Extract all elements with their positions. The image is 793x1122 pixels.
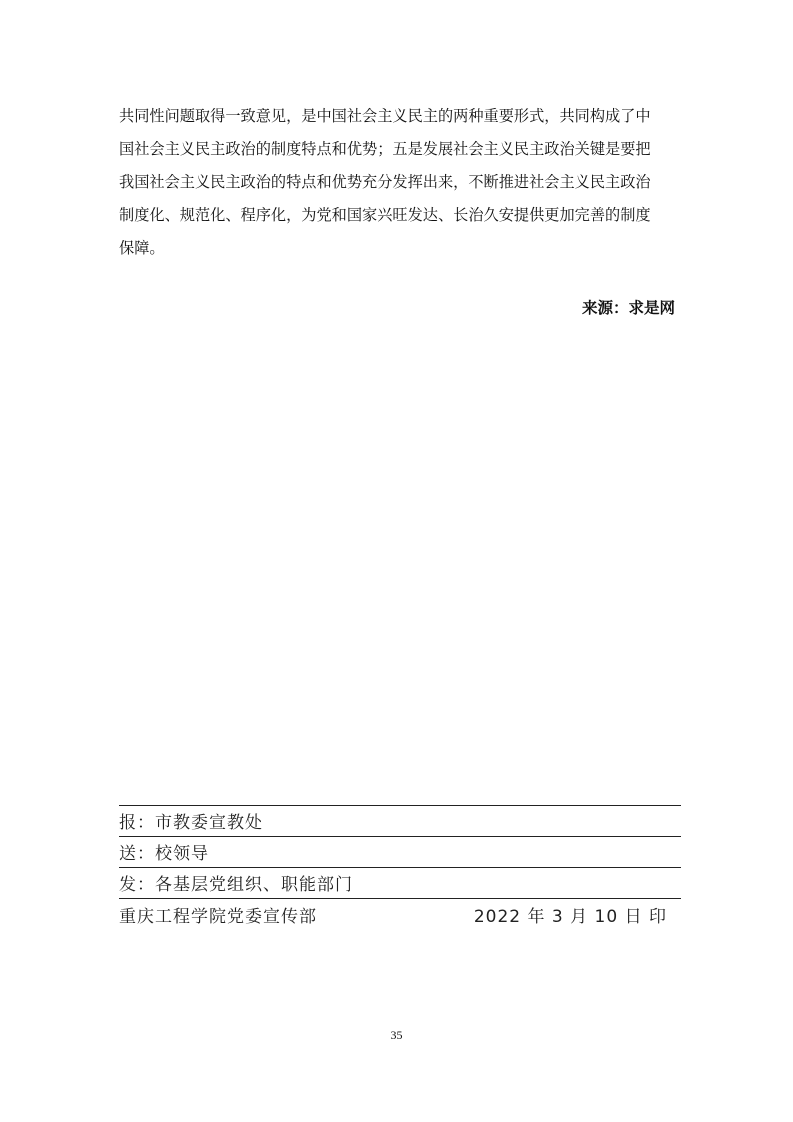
imprint-date: 2022 年 3 月 10 日 印 — [473, 907, 667, 927]
distribution-send: 送：校领导 — [119, 844, 209, 864]
distribution-issue: 发：各基层党组织、职能部门 — [119, 875, 353, 895]
distribution-issue-row — [119, 867, 681, 898]
paragraph-line: 保障。 — [119, 239, 165, 257]
body-paragraph — [119, 100, 679, 265]
paragraph-line: 制度化、规范化、程序化，为党和国家兴旺发达、长治久安提供更加完善的制度 — [119, 206, 651, 224]
distribution-report: 报：市教委宣教处 — [119, 813, 263, 833]
page-number: 35 — [390, 1028, 403, 1042]
source-credit: 来源：求是网 — [581, 299, 675, 317]
imprint-department: 重庆工程学院党委宣传部 — [119, 907, 317, 927]
paragraph-line: 共同性问题取得一致意见，是中国社会主义民主的两种重要形式，共同构成了中 — [119, 107, 651, 125]
distribution-report-row — [119, 805, 681, 836]
divider — [119, 898, 681, 899]
paragraph-line: 国社会主义民主政治的制度特点和优势；五是发展社会主义民主政治关键是要把 — [119, 140, 651, 158]
paragraph-line: 我国社会主义民主政治的特点和优势充分发挥出来，不断推进社会主义民主政治 — [119, 173, 651, 191]
distribution-send-row — [119, 836, 681, 867]
